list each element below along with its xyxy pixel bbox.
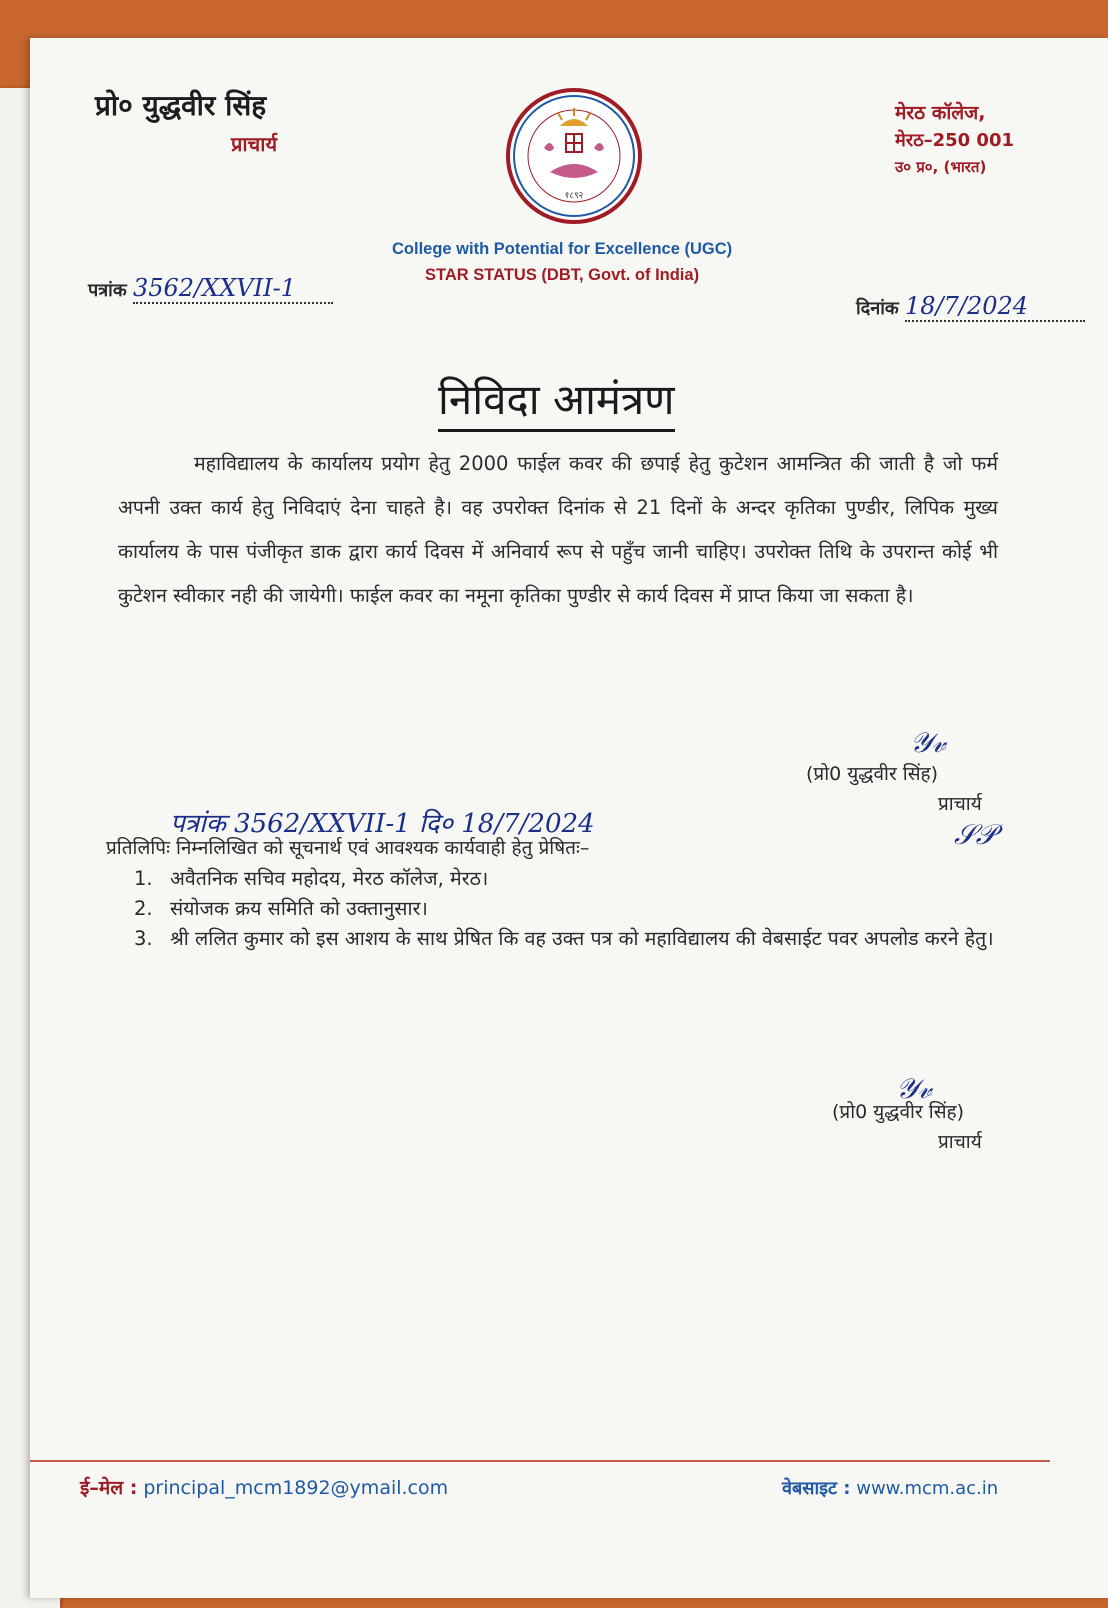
- notice-body: [118, 442, 998, 618]
- signatory-designation-2: प्राचार्य: [938, 1131, 982, 1153]
- address-line-1: मेरठ कॉलेज,: [895, 102, 986, 124]
- email-label: ई–मेल :: [80, 1477, 138, 1499]
- handwritten-copy-reference: पत्रांक 3562/XXVII-1 दि० 18/7/2024: [170, 809, 595, 839]
- seal-year: १८९२: [564, 191, 584, 201]
- notice-title: निविदा आमंत्रण: [438, 370, 675, 432]
- principal-designation: प्राचार्य: [231, 132, 278, 156]
- list-item: 3. श्री ललित कुमार को इस आशय के साथ प्रेषित कि वह उक्त पत्र को महाविद्यालय की वेबसाईट पवर अपलोड करने हेतु।: [134, 927, 994, 950]
- college-seal-logo: [504, 86, 644, 226]
- tagline-star-status: STAR STATUS (DBT, Govt. of India): [425, 266, 700, 284]
- copy-heading: प्रतिलिपिः निम्नलिखित को सूचनार्थ एवं आवश्यक कार्यवाही हेतु प्रेषितः–: [106, 837, 590, 859]
- reference-label: पत्रांक: [88, 280, 127, 301]
- signatory-name-2: (प्रो0 युद्धवीर सिंह): [832, 1101, 965, 1123]
- reference-value: 3562/XXVII-1: [132, 274, 296, 302]
- footer-website: [782, 1476, 998, 1500]
- notice-paragraph: महाविद्यालय के कार्यालय प्रयोग हेतु 2000 फाईल कवर की छपाई हेतु कुटेशन आमन्त्रित की जाती है जो फर्म अपनी उक्त कार्य हेतु निविदाएं देना चाहते है। वह उपरोक्त दिनांक से 21 दिनों के अन्दर कृतिका पुण्डीर, लिपिक मुख्य कार्यालय के पास पंजीकृत डाक द्वारा कार्य दिवस में अनिवार्य रूप से पहुँच जानी चाहिए। उपरोक्त तिथि के उपरान्त कोई भी कुटेशन स्वीकार नही की जायेगी। फाईल कवर का नमूना कृतिका पुण्डीर से कार्य दिवस में प्राप्त किया जा सकता है।: [118, 452, 998, 607]
- principal-name: प्रो० युद्धवीर सिंह: [95, 89, 267, 122]
- date-value: 18/7/2024: [904, 292, 1029, 320]
- footer-divider: [30, 1460, 1050, 1462]
- list-item: 1. अवैतनिक सचिव महोदय, मेरठ कॉलेज, मेरठ।: [134, 867, 489, 890]
- date-label: दिनांक: [856, 298, 899, 319]
- tagline-excellence: College with Potential for Excellence (UGC): [392, 240, 733, 258]
- address-line-2: मेरठ–250 001: [895, 130, 1014, 151]
- letter-date: [856, 292, 1085, 322]
- college-address: [895, 100, 1014, 181]
- list-item: 2. संयोजक क्रय समिति को उक्तानुसार।: [134, 897, 428, 920]
- website-label: वेबसाइट :: [782, 1478, 851, 1499]
- signature-scribble: 𝒴𝓋: [910, 726, 946, 759]
- reference-number: [88, 274, 333, 304]
- letter-page: [30, 38, 1108, 1598]
- address-line-3: उ० प्र०, (भारत): [895, 158, 987, 176]
- footer-email: [80, 1474, 448, 1500]
- initials-scribble: 𝒮𝒫: [954, 818, 996, 851]
- email-value: principal_mcm1892@ymail.com: [143, 1477, 449, 1499]
- copy-recipients-list: [134, 864, 1014, 954]
- signatory-designation: प्राचार्य: [938, 793, 982, 815]
- website-value: www.mcm.ac.in: [856, 1478, 999, 1499]
- signatory-name: (प्रो0 युद्धवीर सिंह): [806, 763, 939, 785]
- signature-scribble-2: 𝒴𝓋: [896, 1072, 932, 1105]
